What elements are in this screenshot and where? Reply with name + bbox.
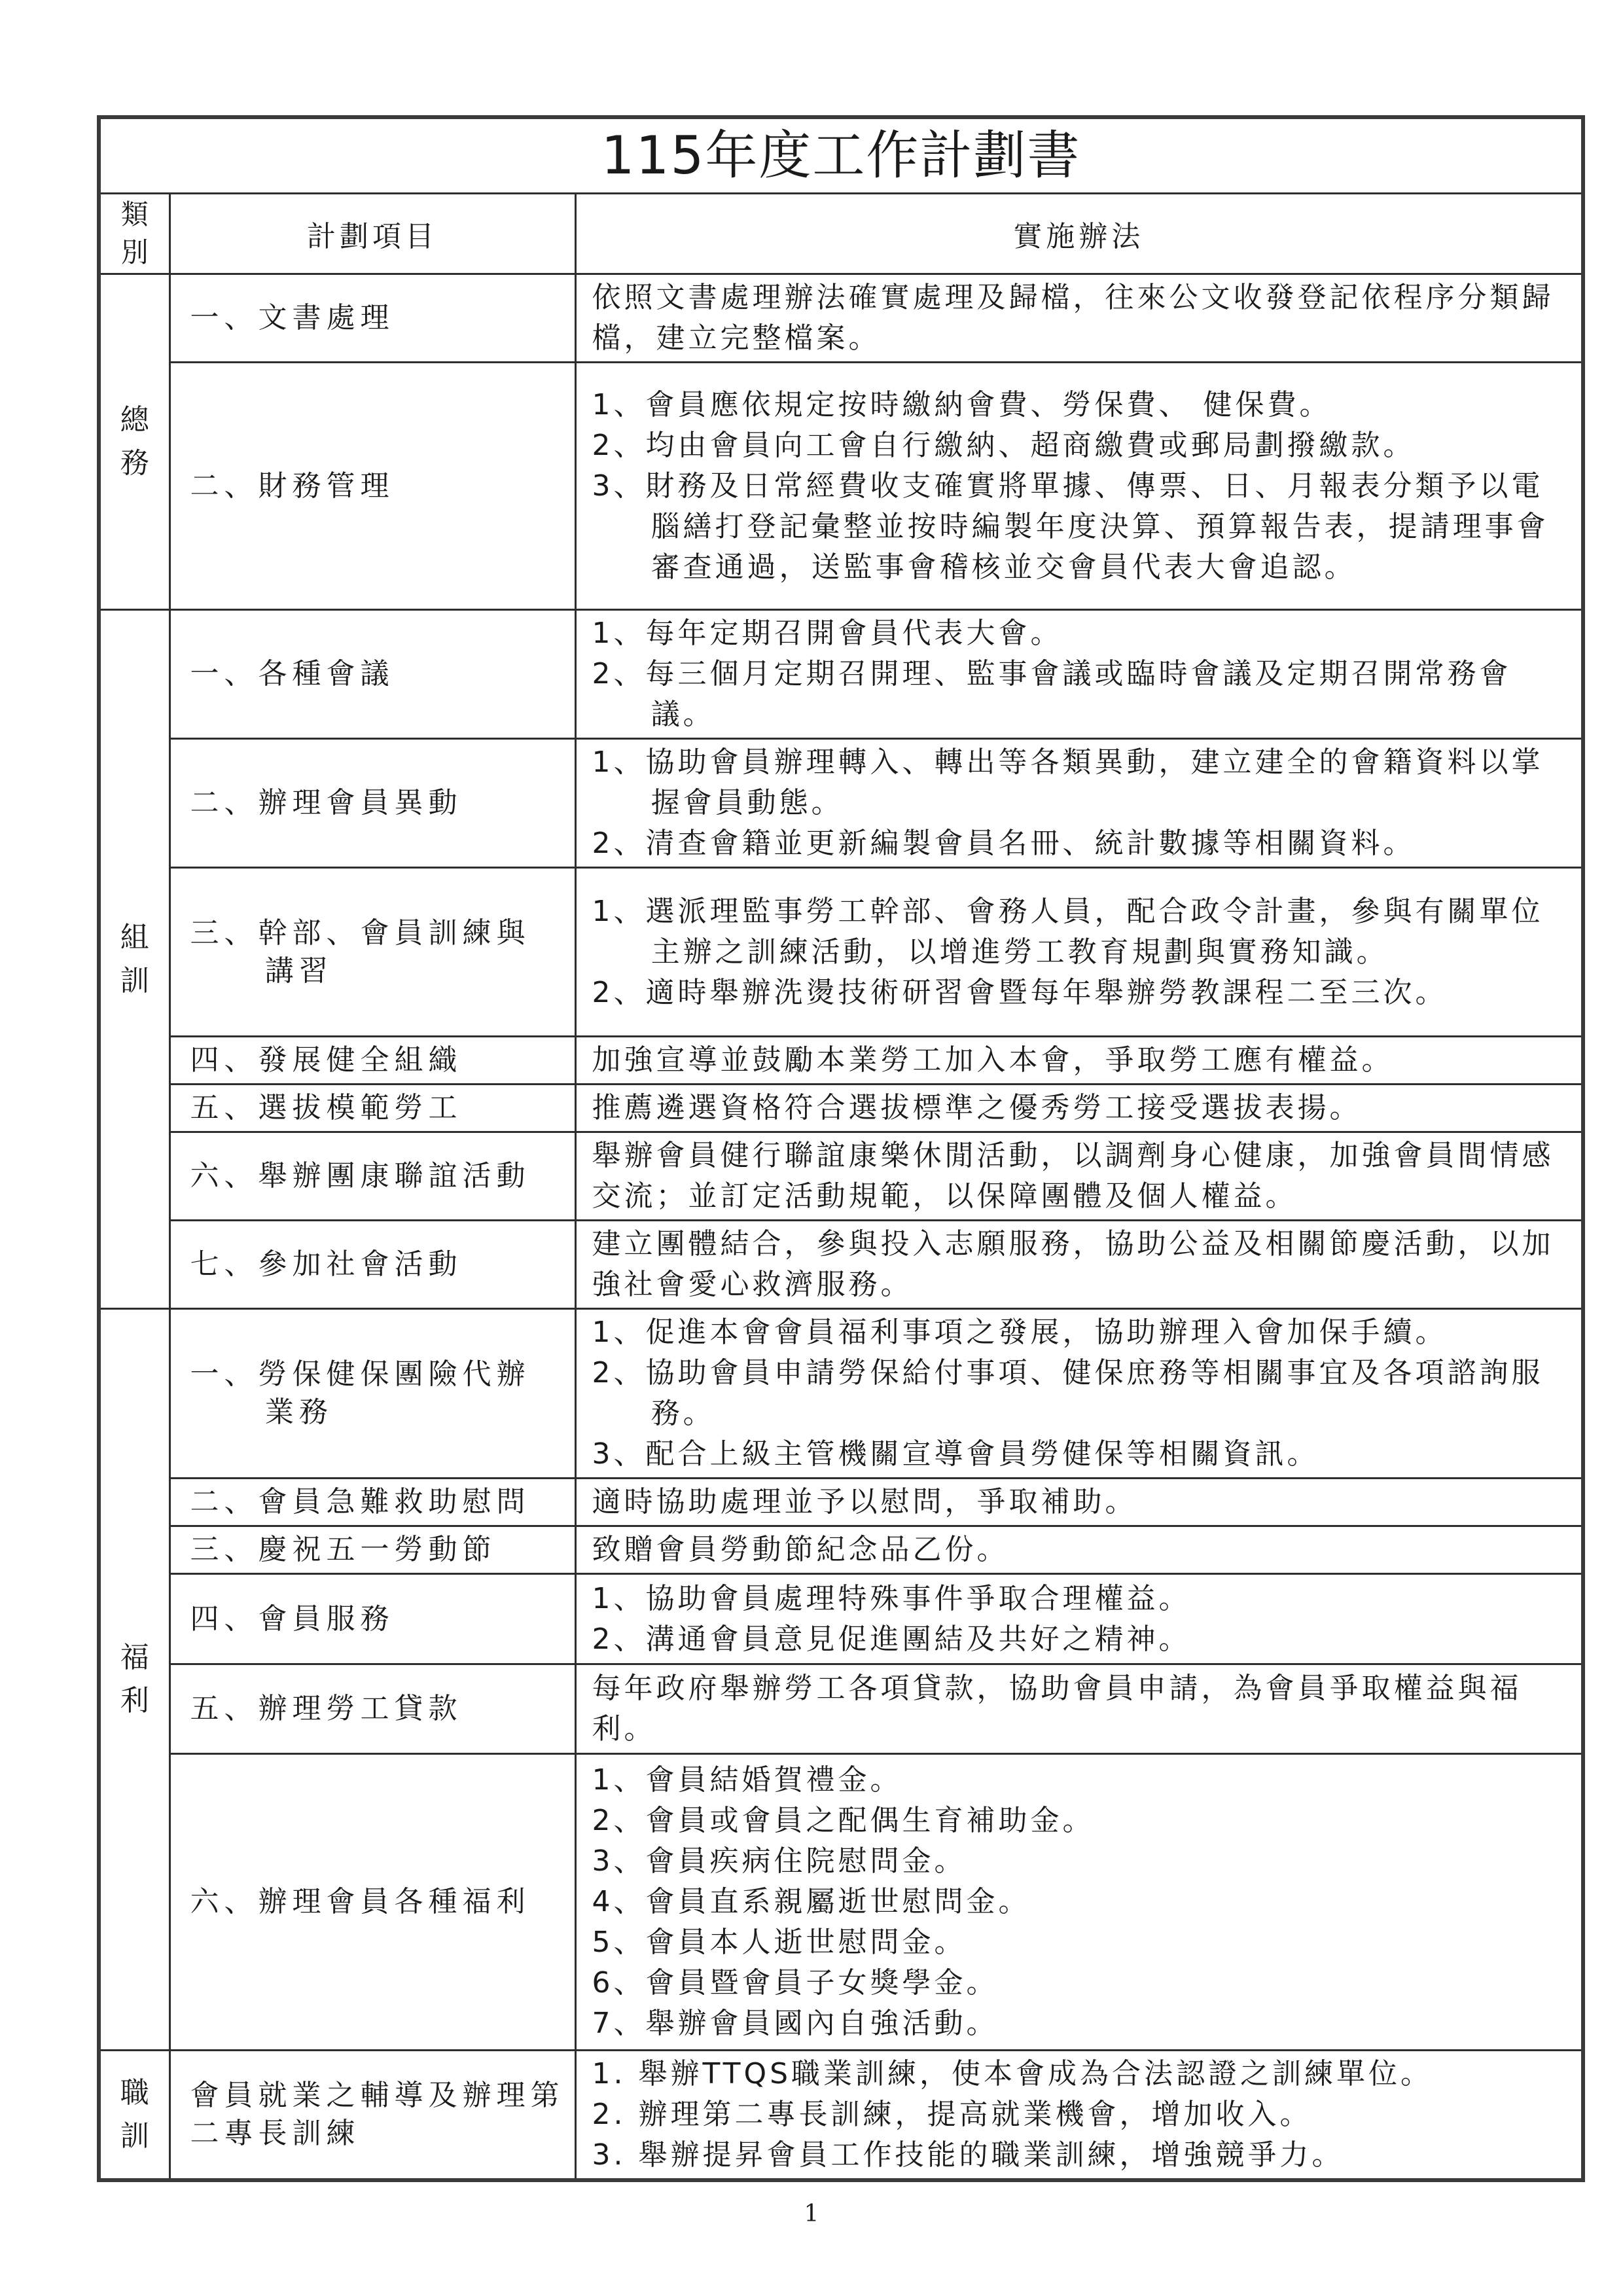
plan-method — [575, 1574, 1583, 1664]
category-cell — [99, 1309, 169, 2051]
method-line: 5、會員本人逝世慰問金。 — [592, 1926, 967, 1959]
plan-method — [575, 1479, 1583, 1526]
plan-item-label: 二、會員急難救助慰問 — [190, 1485, 531, 1518]
title-row — [99, 117, 1583, 194]
category-char: 總 — [120, 403, 149, 437]
plan-item — [169, 739, 575, 868]
plan-item-label: 七、參加社會活動 — [190, 1247, 463, 1281]
plan-method — [575, 1664, 1583, 1754]
plan-item-label: 一、各種會議 — [190, 657, 395, 691]
method-line: 1、促進本會會員福利事項之發展，協助辦理入會加保手續。 — [592, 1316, 1448, 1349]
plan-item — [169, 2051, 575, 2181]
plan-row — [99, 363, 1583, 610]
category-cell — [99, 610, 169, 1309]
plan-item-label: 會員就業之輔導及辦理第二專長訓練 — [190, 2079, 565, 2150]
method-line: 1、協助會員處理特殊事件爭取合理權益。 — [592, 1581, 1191, 1615]
plan-method — [575, 2051, 1583, 2181]
method-line: 推薦遴選資格符合選拔標準之優秀勞工接受選拔表揚。 — [592, 1091, 1362, 1124]
method-line: 2、協助會員申請勞保給付事項、健保庶務等相關事宜及各項諮詢服務。 — [592, 1356, 1544, 1430]
plan-item — [169, 363, 575, 610]
plan-item-label: 五、辦理勞工貸款 — [190, 1692, 463, 1725]
plan-method — [575, 1309, 1583, 1479]
method-line: 2. 辦理第二專長訓練，提高就業機會，增加收入。 — [592, 2098, 1312, 2131]
plan-item — [169, 1085, 575, 1132]
plan-method — [575, 1132, 1583, 1221]
plan-item-label: 二、財務管理 — [190, 469, 395, 503]
document-title: 115年度工作計劃書 — [99, 117, 1583, 194]
plan-method — [575, 1526, 1583, 1574]
plan-row — [99, 274, 1583, 363]
method-line: 2、適時舉辦洗燙技術研習會暨每年舉辦勞教課程二至三次。 — [592, 975, 1448, 1009]
plan-method — [575, 868, 1583, 1037]
plan-method — [575, 274, 1583, 363]
plan-item-label: 三、慶祝五一勞動節 — [190, 1533, 497, 1566]
plan-row — [99, 1526, 1583, 1574]
method-line: 2、清查會籍並更新編製會員名冊、統計數據等相關資料。 — [592, 827, 1416, 860]
plan-row — [99, 1309, 1583, 1479]
method-line: 建立團體結合，參與投入志願服務，協助公益及相關節慶活動，以加強社會愛心救濟服務。 — [592, 1227, 1554, 1301]
plan-item-label: 一、勞保健保團險代辦 — [190, 1357, 531, 1391]
plan-item-label: 三、幹部、會員訓練與 — [190, 916, 531, 950]
plan-item — [169, 1754, 575, 2051]
plan-method — [575, 363, 1583, 610]
plan-row — [99, 1037, 1583, 1085]
header-row — [99, 194, 1583, 274]
plan-row — [99, 1754, 1583, 2051]
plan-row — [99, 610, 1583, 739]
plan-row — [99, 1664, 1583, 1754]
category-char: 訓 — [120, 2119, 149, 2153]
plan-item — [169, 1479, 575, 1526]
work-plan-table — [97, 115, 1585, 2182]
plan-row — [99, 1479, 1583, 1526]
method-line: 3、財務及日常經費收支確實將單據、傳票、日、月報表分類予以電腦繕打登記彙整並按時編製年度決算、預算報告表，提請理事會審查通過，送監事會稽核並交會員代表大會追認。 — [592, 469, 1549, 584]
method-line: 7、舉辦會員國內自強活動。 — [592, 2007, 999, 2040]
page-number: 1 — [804, 2200, 819, 2227]
plan-item-label: 一、文書處理 — [190, 301, 395, 334]
plan-item-label: 四、會員服務 — [190, 1602, 395, 1636]
method-line: 每年政府舉辦勞工各項貸款，協助會員申請，為會員爭取權益與福利。 — [592, 1672, 1522, 1746]
category-cell — [99, 2051, 169, 2181]
plan-method — [575, 1037, 1583, 1085]
plan-item — [169, 1037, 575, 1085]
method-line: 4、會員直系親屬逝世慰問金。 — [592, 1885, 1031, 1918]
method-line: 1. 舉辦TTQS職業訓練，使本會成為合法認證之訓練單位。 — [592, 2057, 1433, 2090]
plan-method — [575, 739, 1583, 868]
plan-item-label: 二、辦理會員異動 — [190, 786, 463, 819]
plan-method — [575, 1221, 1583, 1309]
method-line: 適時協助處理並予以慰問，爭取補助。 — [592, 1485, 1137, 1518]
category-char: 福 — [120, 1641, 149, 1674]
method-line: 加強宣導並鼓勵本業勞工加入本會，爭取勞工應有權益。 — [592, 1043, 1394, 1077]
plan-row — [99, 1221, 1583, 1309]
plan-item-label: 五、選拔模範勞工 — [190, 1091, 463, 1124]
category-char: 訓 — [120, 963, 149, 997]
plan-item — [169, 1309, 575, 1479]
method-line: 依照文書處理辦法確實處理及歸檔，往來公文收發登記依程序分類歸檔，建立完整檔案。 — [592, 281, 1554, 355]
plan-item — [169, 1221, 575, 1309]
header-method: 實施辦法 — [575, 194, 1583, 274]
method-line: 致贈會員勞動節紀念品乙份。 — [592, 1533, 1009, 1566]
plan-item — [169, 868, 575, 1037]
category-char: 務 — [120, 446, 149, 480]
plan-row — [99, 739, 1583, 868]
header-category-label: 類別 — [120, 198, 149, 268]
plan-item — [169, 274, 575, 363]
method-line: 2、均由會員向工會自行繳納、超商繳費或郵局劃撥繳款。 — [592, 428, 1416, 462]
method-line: 2、每三個月定期召開理、監事會議或臨時會議及定期召開常務會議。 — [592, 657, 1512, 731]
plan-item-continuation: 講習 — [264, 954, 333, 988]
method-line: 2、溝通會員意見促進團結及共好之精神。 — [592, 1622, 1191, 1656]
plan-item — [169, 1664, 575, 1754]
plan-item-label: 四、發展健全組織 — [190, 1043, 463, 1077]
method-line: 舉辦會員健行聯誼康樂休閒活動，以調劑身心健康，加強會員間情感交流；並訂定活動規範，以保障團體及個人權益。 — [592, 1139, 1554, 1213]
plan-method — [575, 610, 1583, 739]
plan-item-label: 六、辦理會員各種福利 — [190, 1885, 531, 1918]
plan-item — [169, 1526, 575, 1574]
header-item: 計劃項目 — [169, 194, 575, 274]
method-line: 1、會員結婚賀禮金。 — [592, 1763, 902, 1797]
plan-item — [169, 1132, 575, 1221]
method-line: 1、會員應依規定按時繳納會費、勞保費、 健保費。 — [592, 387, 1332, 422]
method-line: 1、每年定期召開會員代表大會。 — [592, 617, 1063, 650]
method-line: 3、配合上級主管機關宣導會員勞健保等相關資訊。 — [592, 1437, 1319, 1471]
category-char: 組 — [120, 920, 149, 954]
category-char: 職 — [120, 2076, 149, 2109]
plan-item-continuation: 業務 — [264, 1395, 333, 1429]
plan-method — [575, 1085, 1583, 1132]
category-cell — [99, 274, 169, 610]
plan-row — [99, 2051, 1583, 2181]
plan-row — [99, 1085, 1583, 1132]
header-category — [99, 194, 169, 274]
method-line: 2、會員或會員之配偶生育補助金。 — [592, 1804, 1095, 1837]
plan-body — [99, 274, 1583, 2181]
plan-item-label: 六、舉辦團康聯誼活動 — [190, 1159, 531, 1193]
method-line: 1、協助會員辦理轉入、轉出等各類異動，建立建全的會籍資料以掌握會員動態。 — [592, 745, 1544, 819]
method-line: 6、會員暨會員子女獎學金。 — [592, 1966, 999, 2000]
plan-method — [575, 1754, 1583, 2051]
method-line: 1、選派理監事勞工幹部、會務人員，配合政令計畫，參與有關單位主辦之訓練活動，以增進勞工教育規劃與實務知識。 — [592, 894, 1544, 969]
method-line: 3. 舉辦提昇會員工作技能的職業訓練，增強競爭力。 — [592, 2138, 1344, 2172]
plan-item — [169, 1574, 575, 1664]
plan-row — [99, 1574, 1583, 1664]
method-line: 3、會員疾病住院慰問金。 — [592, 1844, 967, 1878]
plan-row — [99, 1132, 1583, 1221]
plan-item — [169, 610, 575, 739]
plan-row — [99, 868, 1583, 1037]
category-char: 利 — [120, 1684, 149, 1717]
